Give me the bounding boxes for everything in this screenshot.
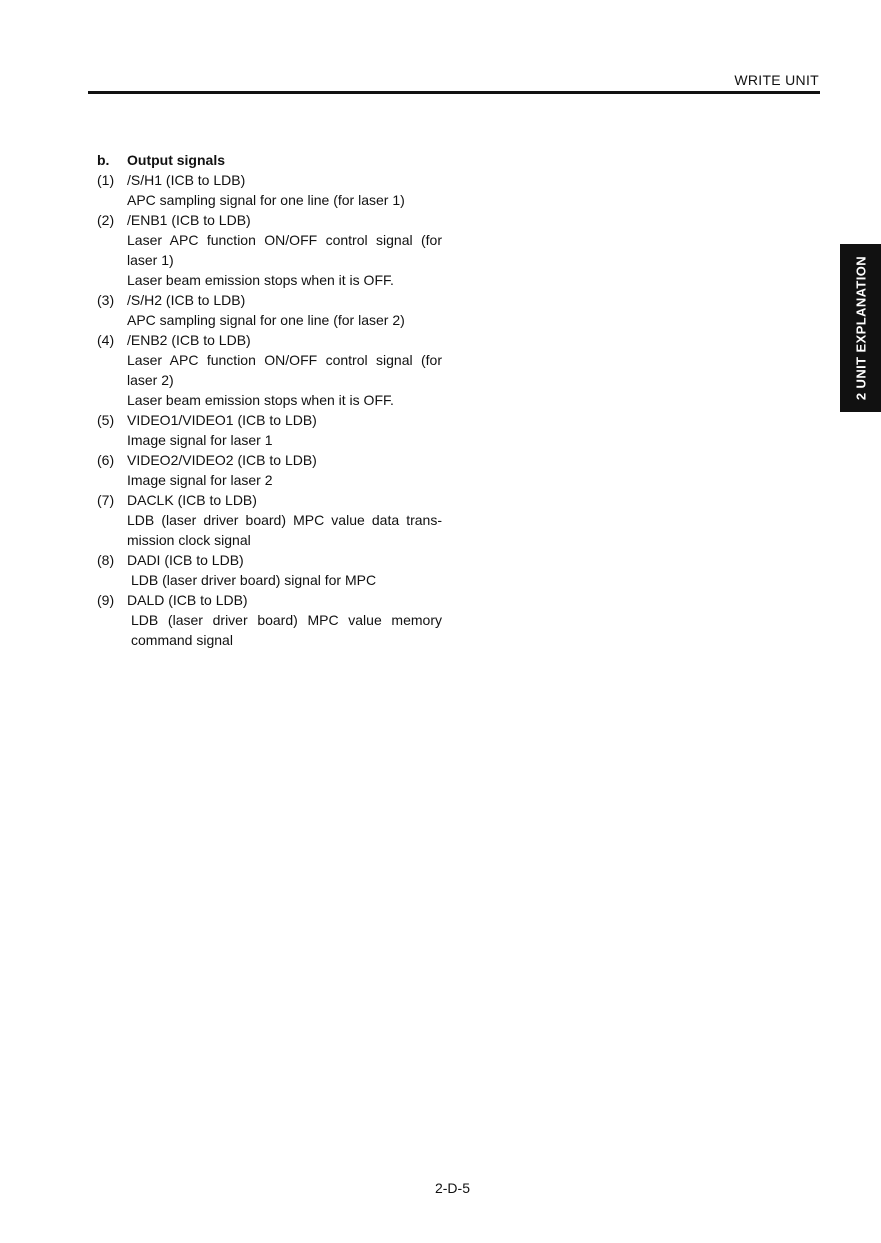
- list-item: [97, 330, 442, 410]
- item-number: (8): [97, 552, 115, 568]
- section-heading: [97, 150, 442, 170]
- header-rule: [88, 91, 820, 94]
- item-description: Laser beam emission stops when it is OFF.: [127, 272, 394, 288]
- item-number: (7): [97, 492, 115, 508]
- item-description: Image signal for laser 2: [127, 472, 273, 488]
- section-title: Output signals: [127, 152, 225, 168]
- item-description: Laser APC function ON/OFF control signal (for laser 1): [127, 232, 442, 268]
- item-description: Laser APC function ON/OFF control signal (for laser 2): [127, 352, 442, 388]
- item-number: (4): [97, 332, 115, 348]
- list-item: [97, 210, 442, 290]
- item-title: DACLK (ICB to LDB): [127, 492, 257, 508]
- chapter-tab-label: 2 UNIT EXPLANATION: [853, 255, 868, 401]
- list-item: [97, 450, 442, 490]
- item-title: /S/H1 (ICB to LDB): [127, 172, 246, 188]
- item-description: LDB (laser driver board) signal for MPC: [131, 572, 377, 588]
- item-title: VIDEO2/VIDEO2 (ICB to LDB): [127, 452, 317, 468]
- item-number: (1): [97, 172, 115, 188]
- output-signals-section: [97, 150, 442, 650]
- item-description: APC sampling signal for one line (for laser 1): [127, 192, 405, 208]
- list-item: [97, 410, 442, 450]
- item-title: VIDEO1/VIDEO1 (ICB to LDB): [127, 412, 317, 428]
- item-number: (3): [97, 292, 115, 308]
- item-number: (2): [97, 212, 115, 228]
- item-description: Image signal for laser 1: [127, 432, 273, 448]
- item-description: LDB (laser driver board) MPC value data trans-mission clock signal: [127, 512, 442, 548]
- item-title: DALD (ICB to LDB): [127, 592, 248, 608]
- item-description: APC sampling signal for one line (for laser 2): [127, 312, 405, 328]
- item-title: /S/H2 (ICB to LDB): [127, 292, 246, 308]
- item-number: (9): [97, 592, 115, 608]
- item-number: (6): [97, 452, 115, 468]
- item-description: LDB (laser driver board) MPC value memory command signal: [131, 612, 442, 648]
- list-item: [97, 550, 442, 590]
- item-title: DADI (ICB to LDB): [127, 552, 244, 568]
- item-number: (5): [97, 412, 115, 428]
- list-item: [97, 170, 442, 210]
- list-item: [97, 490, 442, 550]
- list-item: [97, 590, 442, 650]
- item-description: Laser beam emission stops when it is OFF.: [127, 392, 394, 408]
- item-title: /ENB2 (ICB to LDB): [127, 332, 251, 348]
- chapter-tab: [840, 244, 881, 412]
- list-item: [97, 290, 442, 330]
- item-title: /ENB1 (ICB to LDB): [127, 212, 251, 228]
- running-header: WRITE UNIT: [734, 72, 819, 88]
- section-marker: b.: [97, 152, 110, 168]
- page-number: 2-D-5: [434, 1180, 470, 1196]
